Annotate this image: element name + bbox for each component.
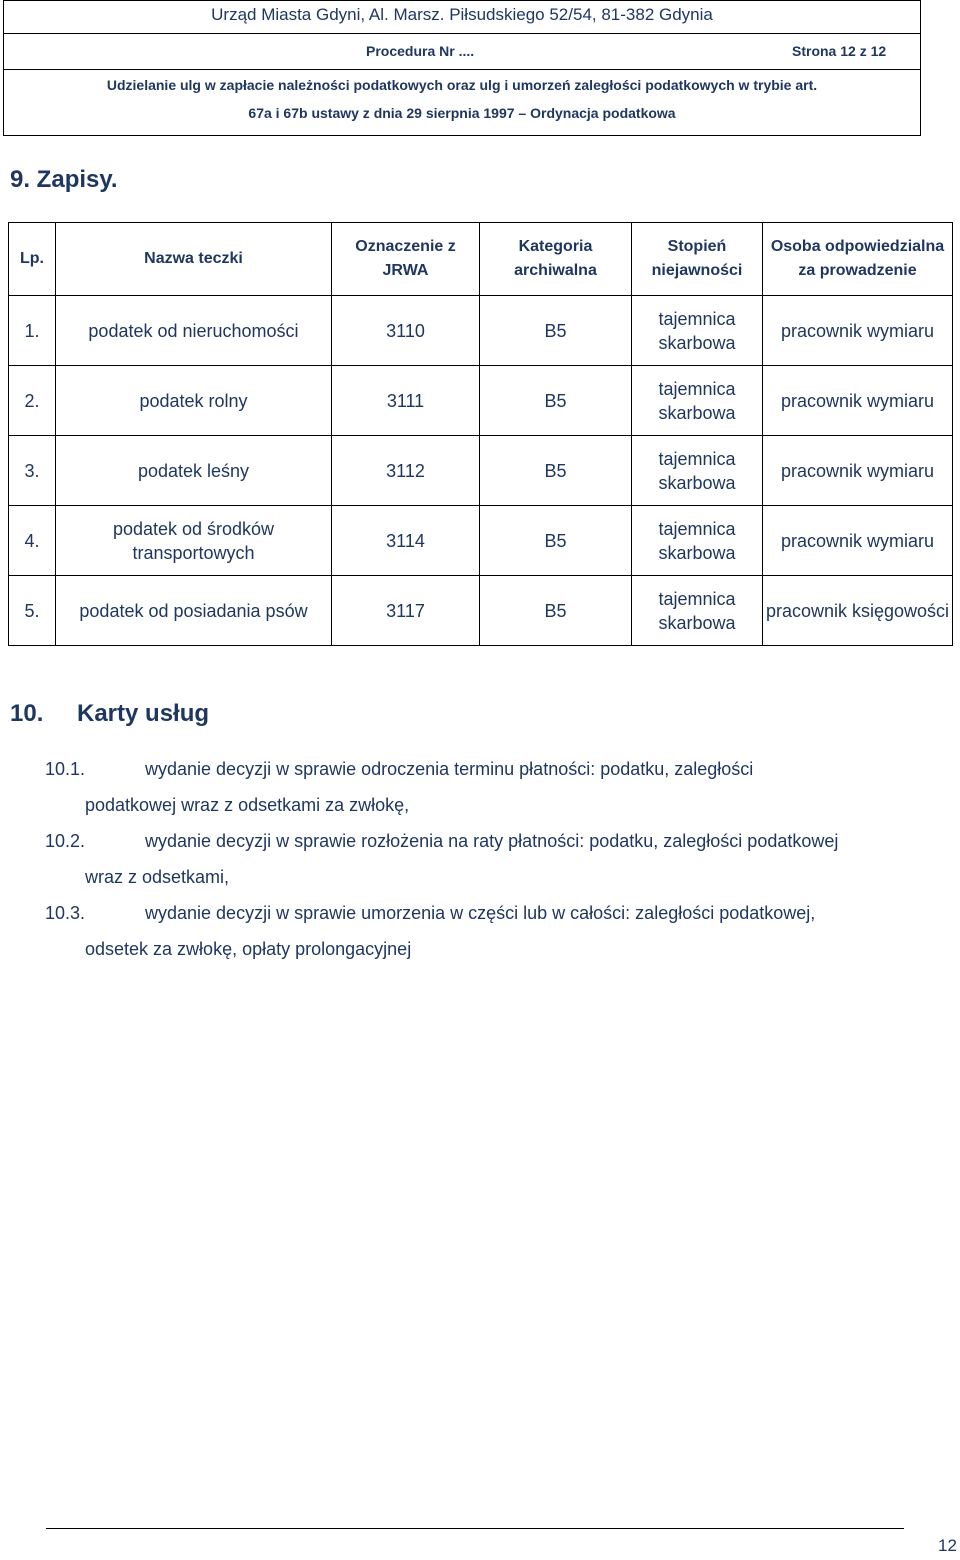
service-code: 10.2. — [45, 831, 86, 851]
table-cell: 3114 — [332, 506, 480, 576]
records-table — [8, 222, 953, 646]
service-item — [45, 895, 960, 967]
table-cell: pracownik wymiaru — [763, 296, 953, 366]
table-cell: 2. — [9, 366, 56, 436]
page-number: 12 — [938, 1536, 957, 1555]
table-cell: B5 — [480, 576, 632, 646]
table-header-row — [9, 223, 953, 296]
service-text: wydanie decyzji w sprawie rozłożenia na raty płatności: podatku, zaległości podatkowej — [145, 831, 839, 851]
table-cell: podatek od środków transportowych — [56, 506, 332, 576]
section-10-label: Karty usług — [77, 700, 210, 727]
footer-divider — [46, 1528, 904, 1529]
table-cell: podatek od nieruchomości — [56, 296, 332, 366]
table-cell: tajemnica skarbowa — [632, 366, 763, 436]
table-cell: B5 — [480, 436, 632, 506]
header-organization: Urząd Miasta Gdyni, Al. Marsz. Piłsudskiego 52/54, 81-382 Gdynia — [211, 5, 713, 24]
table-cell: 4. — [9, 506, 56, 576]
table-cell: pracownik wymiaru — [763, 506, 953, 576]
header-divider — [4, 69, 920, 70]
table-cell: podatek od posiadania psów — [56, 576, 332, 646]
table-row — [9, 366, 953, 436]
table-row — [9, 576, 953, 646]
table-cell: podatek rolny — [56, 366, 332, 436]
table-cell: 3111 — [332, 366, 480, 436]
service-text: wydanie decyzji w sprawie odroczenia terminu płatności: podatku, zaległości — [145, 759, 754, 779]
header-title-line2: 67a i 67b ustawy z dnia 29 sierpnia 1997 – Ordynacja podatkowa — [248, 105, 676, 121]
header-title-line1: Udzielanie ulg w zapłacie należności podatkowych oraz ulg i umorzeń zaległości podatkowych w trybie art. — [106, 77, 818, 93]
table-row — [9, 436, 953, 506]
service-item — [45, 751, 960, 823]
section-9-title: 9. Zapisy. — [10, 166, 118, 193]
table-cell: B5 — [480, 296, 632, 366]
table-cell: 1. — [9, 296, 56, 366]
header-divider — [4, 33, 920, 34]
service-text-continued: podatkowej wraz z odsetkami za zwłokę, — [85, 795, 410, 815]
table-cell: tajemnica skarbowa — [632, 436, 763, 506]
table-cell: 3. — [9, 436, 56, 506]
table-cell: podatek leśny — [56, 436, 332, 506]
table-row — [9, 506, 953, 576]
column-header: Stopień niejawności — [632, 223, 763, 296]
table-cell: 3110 — [332, 296, 480, 366]
header-procedure: Procedura Nr .... — [366, 43, 475, 59]
column-header: Lp. — [9, 223, 56, 296]
service-text-continued: odsetek za zwłokę, opłaty prolongacyjnej — [85, 939, 412, 959]
column-header: Osoba odpowiedzialna za prowadzenie — [763, 223, 953, 296]
service-text-continued: wraz z odsetkami, — [85, 867, 230, 887]
service-code: 10.3. — [45, 903, 86, 923]
service-text: wydanie decyzji w sprawie umorzenia w części lub w całości: zaległości podatkowej, — [145, 903, 816, 923]
table-cell: tajemnica skarbowa — [632, 296, 763, 366]
column-header: Oznaczenie z JRWA — [332, 223, 480, 296]
table-cell: tajemnica skarbowa — [632, 506, 763, 576]
column-header: Kategoria archiwalna — [480, 223, 632, 296]
service-code: 10.1. — [45, 759, 86, 779]
table-cell: B5 — [480, 366, 632, 436]
section-10-number: 10. — [10, 700, 44, 727]
table-cell: pracownik wymiaru — [763, 366, 953, 436]
document-header — [3, 0, 921, 136]
table-cell: 3117 — [332, 576, 480, 646]
section-10-title — [10, 700, 209, 728]
service-item — [45, 823, 960, 895]
table-cell: pracownik księgowości — [763, 576, 953, 646]
table-row — [9, 296, 953, 366]
table-cell: B5 — [480, 506, 632, 576]
table-cell: 3112 — [332, 436, 480, 506]
table-cell: pracownik wymiaru — [763, 436, 953, 506]
column-header: Nazwa teczki — [56, 223, 332, 296]
table-cell: 5. — [9, 576, 56, 646]
header-page: Strona 12 z 12 — [792, 43, 887, 59]
table-cell: tajemnica skarbowa — [632, 576, 763, 646]
